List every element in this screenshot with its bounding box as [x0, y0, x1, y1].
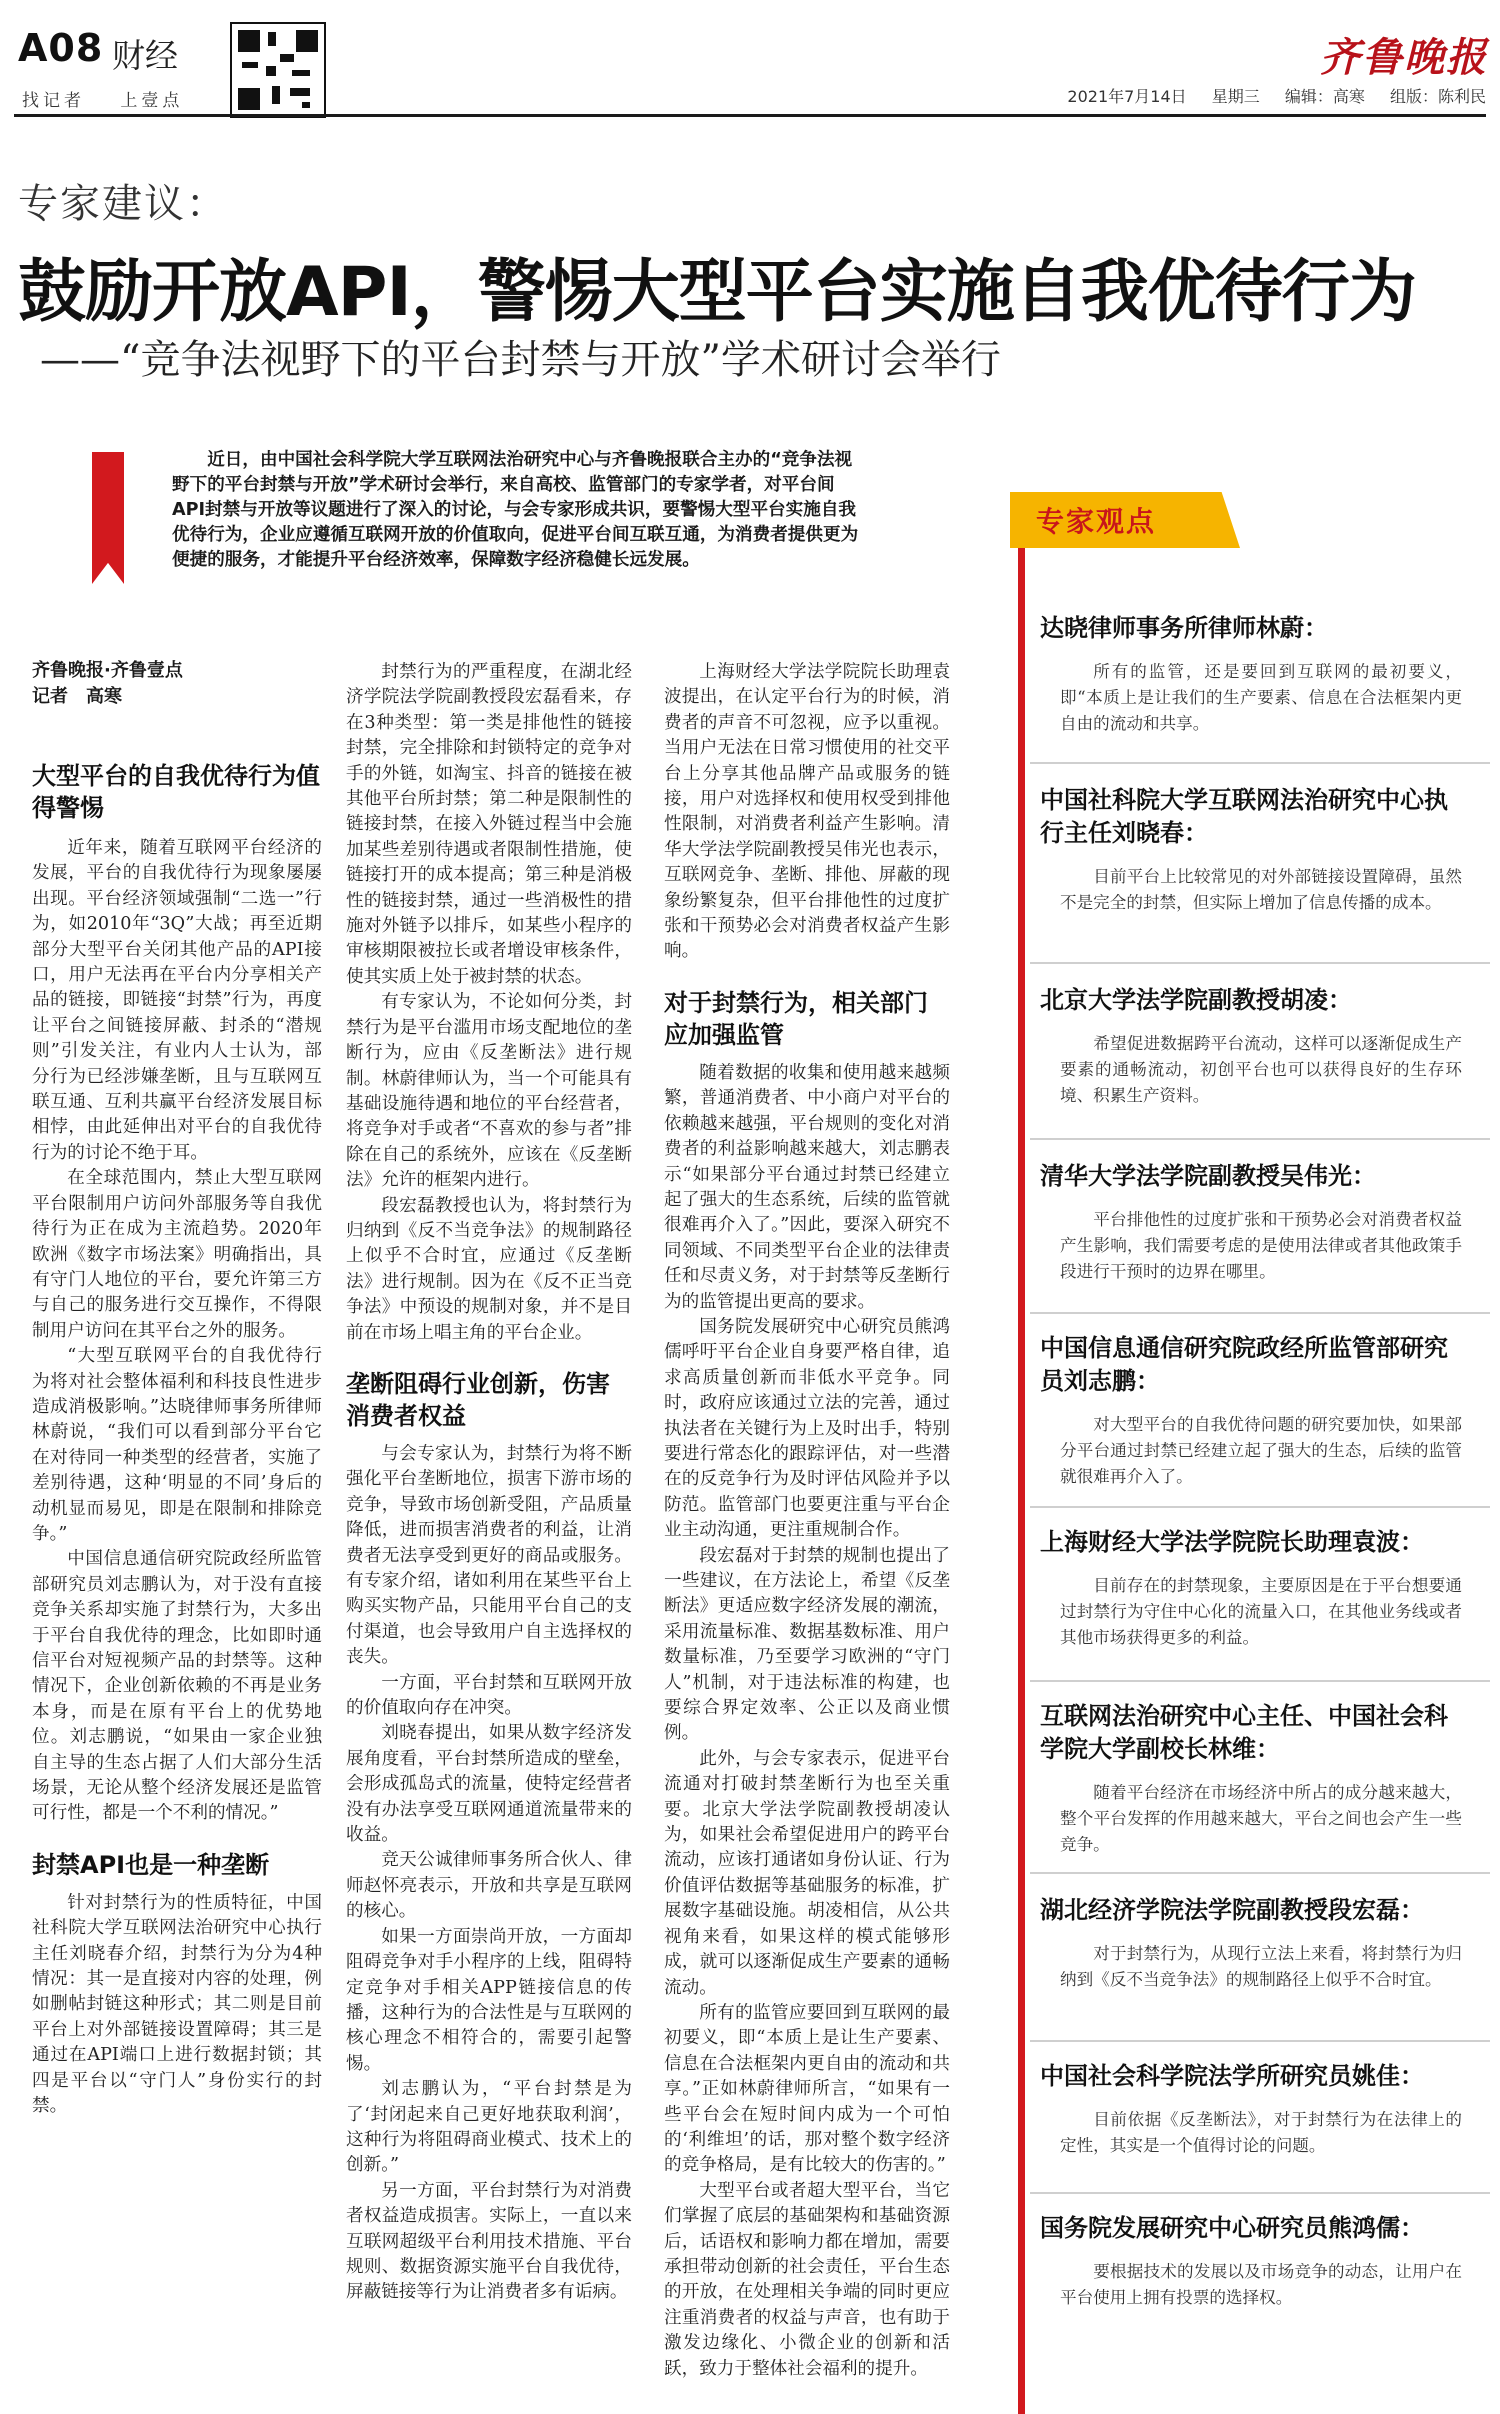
expert-quote: 随着平台经济在市场经济中所占的成分越来越大，整个平台发挥的作用越来越大，平台之间也会产生一些竞争。 [1060, 1783, 1462, 1854]
expert-quote: 目前存在的封禁现象，主要原因是在于平台想要通过封禁行为守住中心化的流量入口，在其他业务线或者其他市场获得更多的利益。 [1060, 1576, 1462, 1647]
masthead-links [22, 86, 209, 111]
expert-quote: 所有的监管，还是要回到互联网的最初要义，即“本质上是让我们的生产要素、信息在合法框架内更自由的流动和共享。 [1060, 662, 1462, 733]
section-heading: 大型平台的自我优待行为值得警惕 [32, 762, 320, 822]
expert-opinion [1040, 1526, 1470, 1651]
expert-quote: 要根据技术的发展以及市场竞争的动态，让用户在平台使用上拥有投票的选择权。 [1060, 2262, 1462, 2307]
divider [1030, 2192, 1490, 2194]
layout-credit: 组版：陈利民 [1389, 87, 1486, 106]
body-paragraph: 随着数据的收集和使用越来越频繁，普通消费者、中小商户对平台的依赖越来越强，平台规则的变化对消费者的利益影响越来越大，刘志鹏表示“如果部分平台通过封禁已经建立起了强大的生态系统，后续的监管就很难再介入了。”因此，要深入研究不同领域、不同类型平台企业的法律责任和尽责义务，对于封禁等反垄断行为的监管提出更高的要求。 [664, 1062, 950, 1312]
expert-quote: 对于封禁行为，从现行立法上来看，将封禁行为归纳到《反不当竞争法》的规制路径上似乎不合时宜。 [1060, 1944, 1462, 1989]
expert-name: 中国信息通信研究院政经所监管部研究员刘志鹏： [1040, 1334, 1448, 1395]
article-column-3 [664, 660, 950, 2382]
body-paragraph: 竞天公诚律师事务所合伙人、律师赵怀亮表示，开放和共享是互联网的核心。 [346, 1850, 632, 1922]
body-paragraph: 如果一方面崇尚开放，一方面却阻碍竞争对手小程序的上线，阻碍特定竞争对手相关APP链接信息的传播，这种行为的合法性是与互联网的核心理念不相符合的，需要引起警惕。 [346, 1926, 632, 2074]
article-column-2 [346, 660, 632, 2306]
divider [1030, 2040, 1490, 2042]
qr-code-icon [230, 22, 326, 118]
page-number: A08 [18, 26, 104, 70]
divider [1030, 1138, 1490, 1140]
divider [1030, 762, 1490, 764]
body-paragraph: 封禁行为的严重程度，在湖北经济学院法学院副教授段宏磊看来，存在3种类型：第一类是排他性的链接封禁，完全排除和封锁特定的竞争对手的外链，如淘宝、抖音的链接在被其他平台所封禁；第二种是限制性的链接封禁，在接入外链过程当中会施加某些差别待遇或者限制性措施，使链接打开的成本提高；第三种是消极性的链接封禁，通过一些消极性的措施对外链予以排斥，如某些小程序的审核期限被拉长或者增设审核条件，使其实质上处于被封禁的状态。 [346, 662, 632, 987]
byline-reporter: 记者 高寒 [32, 686, 122, 707]
body-paragraph: 刘志鹏认为，“平台封禁是为了‘封闭起来自己更好地获取利润’，这种行为将阻碍商业模式、技术上的创新。” [346, 2079, 632, 2176]
body-paragraph: 刘晓春提出，如果从数字经济发展角度看，平台封禁所造成的壁垒，会形成孤岛式的流量，使特定经营者没有办法享受互联网通道流量带来的收益。 [346, 1723, 632, 1846]
divider [1030, 1872, 1490, 1874]
expert-opinion [1040, 1894, 1470, 1993]
issue-weekday: 星期三 [1211, 87, 1260, 106]
bookmark-icon [92, 452, 124, 584]
editor-credit: 编辑：高寒 [1284, 87, 1365, 106]
issue-date: 2021年7月14日 [1067, 87, 1187, 106]
section-heading: 垄断阻碍行业创新，伤害消费者权益 [346, 1369, 610, 1430]
body-paragraph: 所有的监管应要回到互联网的最初要义，即“本质上是让生产要素、信息在合法框架内更自由的流动和共享。”正如林蔚律师所言，“如果有一些平台会在短时间内成为一个可怕的‘利维坦’的话，那对整个数字经济的竞争格局，是有比较大的伤害的。” [664, 2002, 950, 2176]
body-paragraph: 此外，与会专家表示，促进平台流通对打破封禁垄断行为也至关重要。北京大学法学院副教授胡凌认为，如果社会希望促进用户的跨平台流动，应该打通诸如身份认证、行为价值评估数据等基础服务的标准，扩展数字基础设施。胡凌相信，从公共视角来看，如果这样的模式能够形成，就可以逐渐促成生产要素的通畅流动。 [664, 1748, 950, 1998]
body-paragraph: 一方面，平台封禁和互联网开放的价值取向存在冲突。 [346, 1672, 632, 1719]
section-name: 财经 [112, 36, 178, 75]
body-paragraph: 近年来，随着互联网平台经济的发展，平台的自我优待行为现象屡屡出现。平台经济领域强制“二选一”行为，如2010年“3Q”大战；再至近期部分大型平台关闭其他产品的API接口，用户无法再在平台内分享相关产品的链接，即链接“封禁”行为，再度让平台之间链接屏蔽、封杀的“潜规则”引发关注，有业内人士认为，部分行为已经涉嫌垄断，且与互联网互联互通、互利共赢平台经济发展目标相悖，由此延伸出对平台的自我优待行为的讨论不绝于耳。 [32, 838, 322, 1163]
expert-opinion [1040, 984, 1470, 1109]
body-paragraph: 有专家认为，不论如何分类，封禁行为是平台滥用市场支配地位的垄断行为，应由《反垄断法》进行规制。林蔚律师认为，当一个可能具有基础设施待遇和地位的平台经营者，将竞争对手或者“不喜欢的参与者”排除在自己的系统外，应该在《反垄断法》允许的框架内进行。 [346, 992, 632, 1191]
expert-opinion [1040, 1332, 1470, 1490]
article-column-1 [32, 760, 322, 2120]
body-paragraph: “大型互联网平台的自我优待行为将对社会整体福利和科技良性进步造成消极影响。”达晓律师事务所律师林蔚说，“我们可以看到部分平台它在对待同一种类型的经营者，实施了差别待遇，这种‘明显的不同’身后的动机显而易见，即是在限制和排除竞争。” [32, 1346, 322, 1544]
expert-opinion [1040, 612, 1470, 737]
lead-paragraph: 近日，由中国社会科学院大学互联网法治研究中心与齐鲁晚报联合主办的“竞争法视野下的平台封禁与开放”学术研讨会举行，来自高校、监管部门的专家学者，对平台间API封禁与开放等议题进行了深入的讨论，与会专家形成共识，要警惕大型平台实施自我优待行为，企业应遵循互联网开放的价值取向，促进平台间互联互通，为消费者提供更为便捷的服务，才能提升平台经济效率，保障数字经济稳健长远发展。 [172, 450, 859, 570]
masthead-divider [14, 114, 1486, 117]
body-paragraph: 段宏磊对于封禁的规制也提出了一些建议，在方法论上，希望《反垄断法》更适应数字经济发展的潮流，采用流量标准、数据基数标准、用户数量标准，乃至要学习欧洲的“守门人”机制，对于违法标准的构建，也要综合界定效率、公正以及商业惯例。 [664, 1545, 950, 1744]
divider [1030, 1680, 1490, 1682]
link-find-reporter[interactable]: 找记者 [22, 91, 85, 111]
expert-opinion [1040, 1700, 1470, 1858]
body-paragraph: 中国信息通信研究院政经所监管部研究员刘志鹏认为，对于没有直接竞争关系却实施了封禁行为，大多出于平台自我优待的理念，比如即时通信平台对短视频产品的封禁等。这种情况下，企业创新依赖的不再是业务本身，而是在原有平台上的优势地位。刘志鹏说，“如果由一家企业独自主导的生态占据了人们大部分生活场景，无论从整个经济发展还是监管可行性，都是一个不利的情况。” [32, 1549, 322, 1824]
expert-opinion [1040, 1160, 1470, 1285]
divider [1030, 962, 1490, 964]
expert-quote: 希望促进数据跨平台流动，这样可以逐渐促成生产要素的通畅流动，初创平台也可以获得良好的生存环境、积累生产资料。 [1060, 1034, 1462, 1105]
expert-quote: 平台排他性的过度扩张和干预势必会对消费者权益产生影响，我们需要考虑的是使用法律或者其他政策手段进行干预时的边界在哪里。 [1060, 1210, 1462, 1281]
section-heading: 对于封禁行为，相关部门应加强监管 [664, 988, 928, 1049]
expert-opinion [1040, 784, 1470, 916]
page-subtitle: ——“竞争法视野下的平台封禁与开放”学术研讨会举行 [40, 337, 1001, 383]
expert-name: 上海财经大学法学院院长助理袁波： [1040, 1528, 1424, 1556]
expert-quote: 目前平台上比较常见的对外部链接设置障碍，虽然不是完全的封禁，但实际上增加了信息传播的成本。 [1060, 867, 1462, 912]
expert-name: 清华大学法学院副教授吴伟光： [1040, 1162, 1376, 1190]
divider [1030, 1312, 1490, 1314]
expert-name: 中国社会科学院法学所研究员姚佳： [1040, 2062, 1424, 2090]
expert-name: 互联网法治研究中心主任、中国社会科学院大学副校长林维： [1040, 1702, 1448, 1763]
expert-quote: 目前依据《反垄断法》，对于封禁行为在法律上的定性，其实是一个值得讨论的问题。 [1060, 2110, 1462, 2155]
body-paragraph: 大型平台或者超大型平台，当它们掌握了底层的基础架构和基础资源后，话语权和影响力都在增加，需要承担带动创新的社会责任，平台生态的开放，在处理相关争端的同时更应注重消费者的权益与声音，也有助于激发边缘化、小微企业的创新和活跃，致力于整体社会福利的提升。 [664, 2180, 950, 2379]
expert-name: 湖北经济学院法学院副教授段宏磊： [1040, 1896, 1424, 1924]
page-title: 鼓励开放API，警惕大型平台实施自我优待行为 [18, 253, 1416, 332]
divider [1030, 1506, 1490, 1508]
body-paragraph: 在全球范围内，禁止大型互联网平台限制用户访问外部服务等自我优待行为正在成为主流趋势。2020年欧洲《数字市场法案》明确指出，具有守门人地位的平台，要允许第三方与自己的服务进行交互操作，不得限制用户访问在其平台之外的服务。 [32, 1168, 322, 1341]
expert-quote: 对大型平台的自我优待问题的研究要加快，如果部分平台通过封禁已经建立起了强大的生态，后续的监管就很难再介入了。 [1060, 1415, 1462, 1486]
body-paragraph: 另一方面，平台封禁行为对消费者权益造成损害。实际上，一直以来互联网超级平台利用技术措施、平台规则、数据资源实施平台自我优待，屏蔽链接等行为让消费者多有诟病。 [346, 2180, 632, 2303]
expert-name: 中国社科院大学互联网法治研究中心执行主任刘晓春： [1040, 786, 1448, 847]
expert-opinion [1040, 2212, 1470, 2311]
link-shang-yidian[interactable]: 上壹点 [120, 91, 184, 111]
expert-name: 北京大学法学院副教授胡凌： [1040, 986, 1352, 1014]
expert-opinion [1040, 2060, 1470, 2159]
body-paragraph: 与会专家认为，封禁行为将不断强化平台垄断地位，损害下游市场的竞争，导致市场创新受阻，产品质量降低，进而损害消费者的利益，让消费者无法享受到更好的商品或服务。有专家介绍，诸如利用在某些平台上购买实物产品，只能用平台自己的支付渠道，也会导致用户自主选择权的丧失。 [346, 1443, 632, 1668]
experts-tab-label: 专家观点 [1036, 505, 1157, 538]
byline [32, 658, 183, 710]
byline-source: 齐鲁晚报·齐鲁壹点 [32, 660, 183, 681]
dateline [1047, 84, 1486, 107]
body-paragraph: 针对封禁行为的性质特征，中国社科院大学互联网法治研究中心执行主任刘晓春介绍，封禁行为分为4种情况：其一是直接对内容的处理，例如删帖封链这种形式；其二则是目前平台上对外部链接设置障碍；其三是通过在API端口上进行数据封锁；其四是平台以“守门人”身份实行的封禁。 [32, 1892, 322, 2117]
body-paragraph: 国务院发展研究中心研究员熊鸿儒呼吁平台企业自身要严格自律，追求高质量创新而非低水平竞争。同时，政府应该通过立法的完善，通过执法者在关键行为上及时出手，特别要进行常态化的跟踪评估，对一些潜在的反竞争行为及时评估风险并予以防范。监管部门也要更注重与平台企业主动沟通，更注重规制合作。 [664, 1316, 950, 1541]
headline-kicker: 专家建议： [18, 181, 228, 227]
newspaper-logo: 齐鲁晚报 [1320, 34, 1488, 81]
section-heading: 封禁API也是一种垄断 [32, 1850, 270, 1879]
expert-name: 达晓律师事务所律师林蔚： [1040, 614, 1328, 642]
body-paragraph: 上海财经大学法学院院长助理袁波提出，在认定平台行为的时候，消费者的声音不可忽视，应予以重视。当用户无法在日常习惯使用的社交平台上分享其他品牌产品或服务的链接，用户对选择权和使用权受到排他性限制，对消费者利益产生影响。清华大学法学院副教授吴伟光也表示，互联网竞争、垄断、排他、屏蔽的现象纷繁复杂，但平台排他性的过度扩张和干预势必会对消费者权益产生影响。 [664, 662, 950, 962]
expert-name: 国务院发展研究中心研究员熊鸿儒： [1040, 2214, 1424, 2242]
body-paragraph: 段宏磊教授也认为，将封禁行为归纳到《反不当竞争法》的规制路径上似乎不合时宜，应通过《反垄断法》进行规制。因为在《反不正当竞争法》中预设的规制对象，并不是目前在市场上唱主角的平台企业。 [346, 1195, 632, 1343]
